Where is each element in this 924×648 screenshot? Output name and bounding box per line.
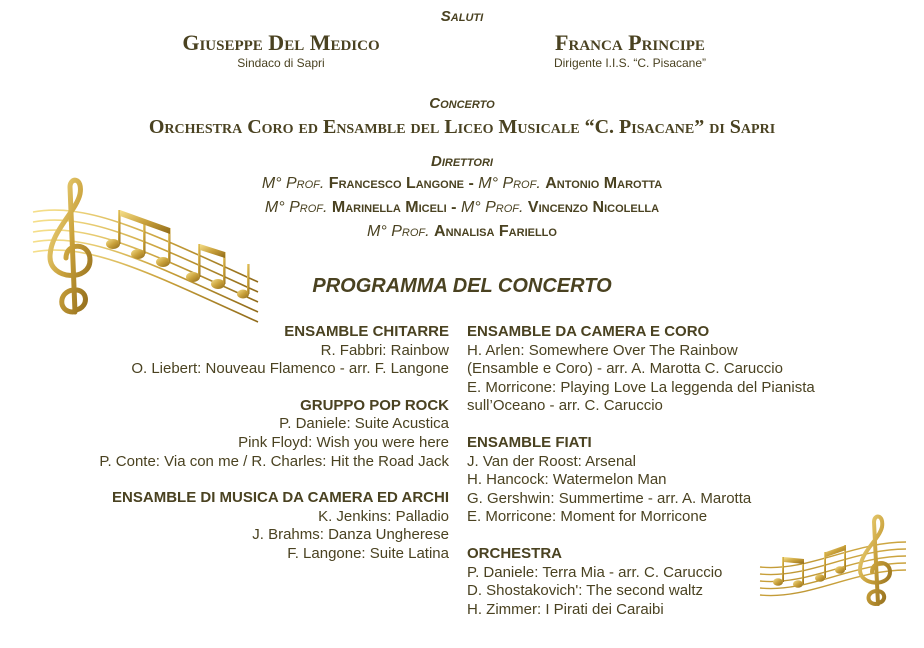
speaker-role: Dirigente I.I.S. “C. Pisacane” — [553, 56, 707, 70]
program-item: J. Van der Roost: Arsenal — [467, 452, 636, 470]
section-heading: ENSAMBLE CHITARRE — [284, 323, 449, 340]
program-column-left — [99, 323, 449, 564]
section-heading: ENSAMBLE DA CAMERA E CORO — [467, 323, 710, 340]
program-item: D. Shostakovich': The second waltz — [467, 582, 704, 600]
directors-line — [0, 175, 924, 193]
music-staff-decoration-left — [28, 172, 268, 332]
program-column-right — [467, 323, 815, 619]
program-item: P. Daniele: Terra Mia - arr. C. Caruccio — [467, 563, 723, 581]
director-name: Marinella Miceli — [331, 199, 447, 216]
program-item: G. Gershwin: Summertime - arr. A. Marotta — [467, 489, 752, 507]
speaker-name: Giuseppe Del Medico — [182, 30, 380, 55]
program-item: K. Jenkins: Palladio — [318, 507, 449, 525]
program-item: P. Daniele: Suite Acustica — [279, 415, 449, 433]
director-prefix: M° Prof. — [367, 223, 430, 240]
treble-clef-icon — [860, 517, 890, 604]
directors-line — [0, 199, 924, 217]
program-item: H. Zimmer: I Pirati dei Caraibi — [467, 600, 664, 618]
director-name: Annalisa Fariello — [434, 223, 557, 240]
concerto-label: Concerto — [429, 95, 495, 112]
saluti-label: Saluti — [440, 8, 484, 25]
direttori-label: Direttori — [431, 153, 493, 170]
program-item: Pink Floyd: Wish you were here — [238, 433, 449, 451]
director-name: Vincenzo Nicolella — [527, 199, 660, 216]
section-heading: GRUPPO POP ROCK — [300, 396, 449, 414]
speaker-role: Sindaco di Sapri — [237, 56, 325, 70]
director-separator: - — [468, 175, 474, 192]
speaker-name: Franca Principe — [555, 30, 705, 55]
section-heading: ENSAMBLE DI MUSICA DA CAMERA ED ARCHI — [112, 489, 449, 507]
program-item: O. Liebert: Nouveau Flamenco - arr. F. Langone — [131, 360, 449, 378]
program-title: PROGRAMMA DEL CONCERTO — [312, 275, 612, 297]
director-name: Antonio Marotta — [545, 175, 663, 192]
program-item: H. Arlen: Somewhere Over The Rainbow — [467, 341, 738, 359]
program-item: P. Conte: Via con me / R. Charles: Hit the Road Jack — [99, 452, 449, 470]
director-prefix: M° Prof. — [460, 199, 524, 216]
director-prefix: M° Prof. — [264, 199, 328, 216]
program-item: J. Brahms: Danza Ungherese — [252, 526, 449, 544]
director-name: Francesco Langone — [328, 175, 465, 192]
program-item: R. Fabbri: Rainbow — [320, 341, 449, 359]
program-item: E. Morricone: Playing Love La leggenda del Pianista — [467, 378, 815, 396]
section-heading: ENSAMBLE FIATI — [467, 433, 592, 451]
program-item: F. Langone: Suite Latina — [287, 544, 449, 562]
director-separator: - — [451, 199, 457, 216]
concert-title: Orchestra Coro ed Ensamble del Liceo Musicale “C. Pisacane” di Sapri — [148, 116, 776, 138]
program-item: E. Morricone: Moment for Morricone — [467, 508, 708, 526]
director-prefix: M° Prof. — [261, 175, 325, 192]
section-heading: ORCHESTRA — [467, 544, 563, 562]
program-item: (Ensamble e Coro) - arr. A. Marotta C. Caruccio — [467, 360, 783, 378]
directors-line — [0, 223, 924, 241]
program-item: H. Hancock: Watermelon Man — [467, 471, 667, 489]
program-item: sull’Oceano - arr. C. Caruccio — [467, 397, 663, 415]
director-prefix: M° Prof. — [478, 175, 541, 192]
